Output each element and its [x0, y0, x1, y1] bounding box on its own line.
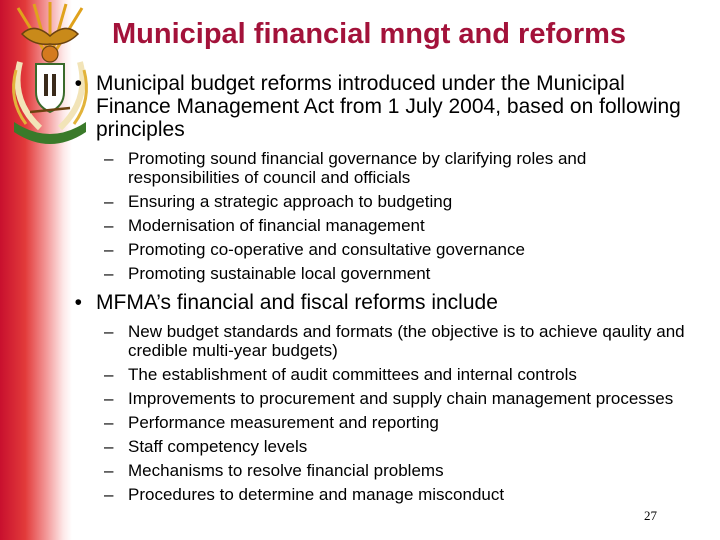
bullet-1-subitems — [62, 149, 692, 283]
list-item: – Staff competency levels — [104, 437, 308, 456]
bullet-2 — [62, 291, 692, 314]
slide-body — [62, 72, 692, 512]
list-item: – Procedures to determine and manage misconduct — [104, 485, 505, 504]
bullet-1-text: Municipal budget reforms introduced under the Municipal Finance Management Act from 1 July 2004, based on following principles — [96, 72, 681, 141]
list-item: – Promoting sustainable local government — [104, 264, 431, 283]
list-item: – Performance measurement and reporting — [104, 413, 439, 432]
bullet-1 — [62, 72, 692, 141]
bullet-2-subitems — [62, 322, 692, 504]
bullet-2-text: MFMA’s financial and fiscal reforms include — [96, 291, 498, 314]
list-item: – Promoting sound financial governance by clarifying roles and responsibilities of council and officials — [104, 149, 587, 187]
list-item: – Promoting co-operative and consultative governance — [104, 240, 525, 259]
list-item: – Modernisation of financial management — [104, 216, 425, 235]
list-item: – Mechanisms to resolve financial problems — [104, 461, 444, 480]
slide-title: Municipal financial mngt and reforms — [112, 18, 627, 50]
list-item: – New budget standards and formats (the objective is to achieve qaulity and credible multi-year budgets) — [104, 322, 685, 360]
bullet-marker: • — [74, 72, 82, 95]
bullet-marker: • — [74, 291, 82, 314]
list-item: – Ensuring a strategic approach to budgeting — [104, 192, 453, 211]
list-item: – Improvements to procurement and supply chain management processes — [104, 389, 674, 408]
page-number: 27 — [644, 508, 657, 523]
list-item: – The establishment of audit committees and internal controls — [104, 365, 577, 384]
